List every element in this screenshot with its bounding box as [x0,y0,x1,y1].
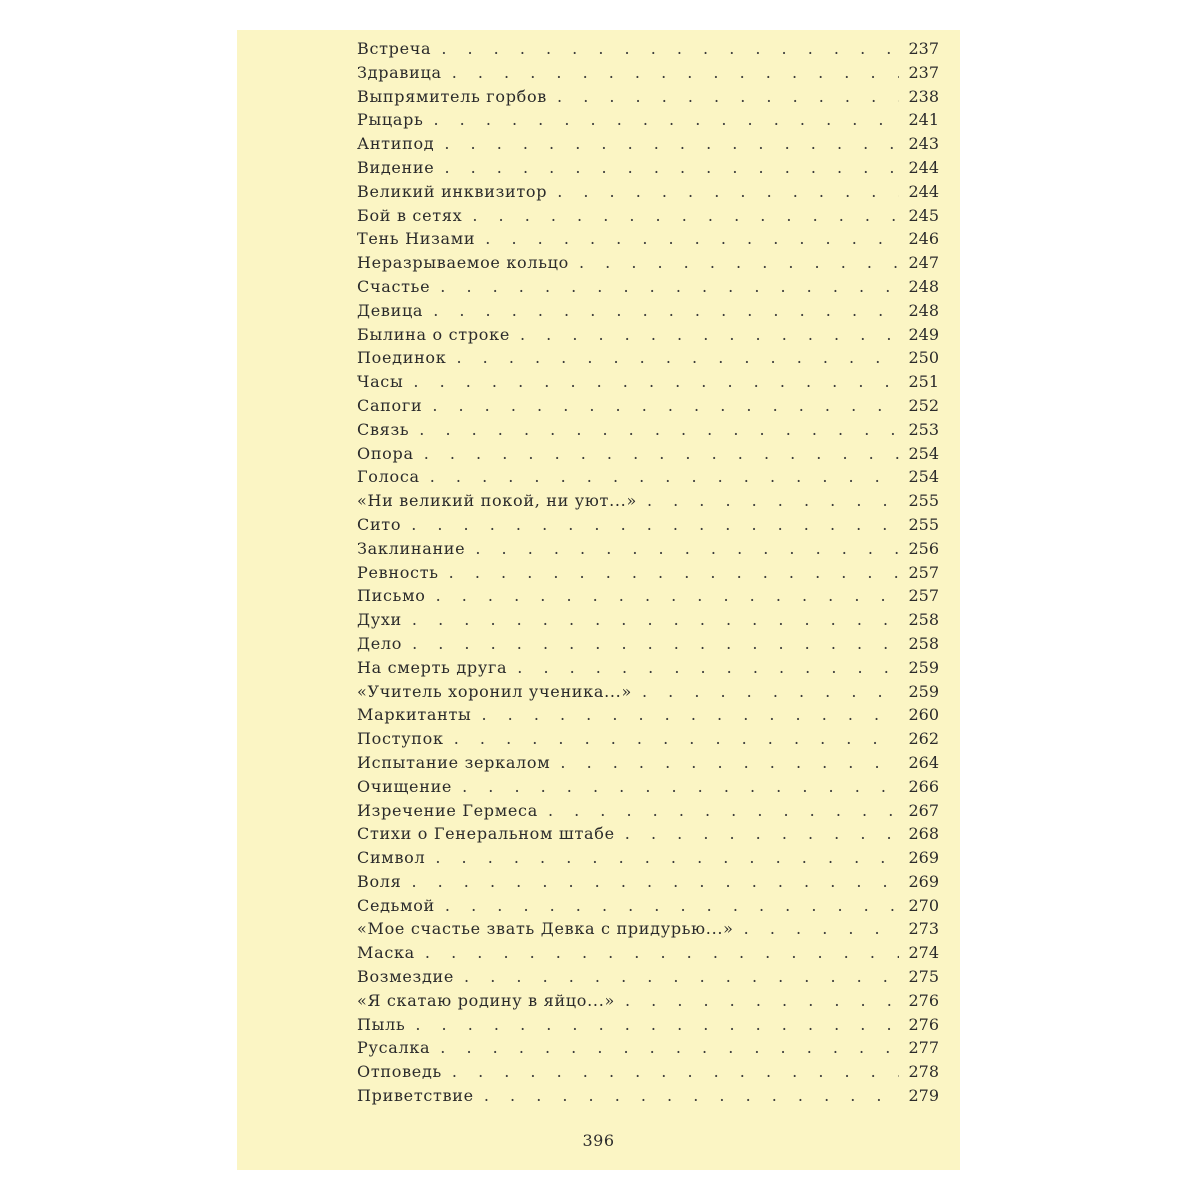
dot-leader [452,63,899,82]
entry-title: Возмездие [357,967,455,987]
entry-page-number: 250 [908,348,939,368]
toc-entry [357,372,939,396]
dot-leader [432,396,899,415]
toc-entry [357,444,939,468]
entry-page-number: 241 [908,110,939,130]
toc-entry [357,1086,939,1110]
entry-title: Дело [357,633,403,653]
toc-entry [357,539,939,563]
entry-page-number: 248 [908,300,939,320]
table-of-contents [357,39,939,1110]
toc-entry [357,87,939,111]
entry-title: «Ни великий покой, ни уют...» [357,491,637,511]
dot-leader [445,896,899,915]
entry-page-number: 237 [908,62,939,82]
entry-page-number: 248 [908,276,939,296]
entry-title: На смерть друга [357,657,508,677]
dot-leader [452,1062,899,1081]
entry-title: Счастье [357,276,431,296]
entry-page-number: 267 [908,800,939,820]
entry-page-number: 256 [908,538,939,558]
entry-page-number: 244 [908,157,939,177]
toc-entry [357,396,939,420]
entry-title: Сито [357,514,402,534]
toc-entry [357,1015,939,1039]
entry-page-number: 244 [908,181,939,201]
entry-title: Антипод [357,134,435,154]
dot-leader [449,563,899,582]
entry-title: «Я скатаю родину в яйцо...» [357,990,615,1010]
entry-title: Былина о строке [357,324,510,344]
dot-leader [560,753,899,772]
entry-title: Рыцарь [357,110,424,130]
entry-page-number: 262 [908,729,939,749]
toc-entry [357,206,939,230]
toc-entry [357,491,939,515]
dot-leader [440,277,899,296]
dot-leader [413,372,899,391]
dot-leader [642,682,899,701]
entry-page-number: 276 [908,990,939,1010]
entry-page-number: 269 [908,848,939,868]
toc-entry [357,634,939,658]
dot-leader [647,491,899,510]
toc-entry [357,63,939,87]
entry-title: Опора [357,443,414,463]
dot-leader [412,634,899,653]
entry-page-number: 243 [908,134,939,154]
toc-entry [357,753,939,777]
dot-leader [440,1038,899,1057]
entry-page-number: 279 [908,1086,939,1106]
dot-leader [444,134,899,153]
entry-page-number: 257 [908,586,939,606]
entry-title: «Мое счастье звать Девка с придурью...» [357,919,734,939]
entry-title: Стихи о Генеральном штабе [357,824,615,844]
toc-entry [357,348,939,372]
entry-page-number: 259 [908,681,939,701]
dot-leader [520,325,899,344]
entry-page-number: 268 [908,824,939,844]
entry-page-number: 252 [908,395,939,415]
toc-entry [357,467,939,491]
entry-page-number: 274 [908,943,939,963]
book-page [237,30,960,1170]
page-number: 396 [582,1131,615,1150]
dot-leader [472,206,899,225]
toc-entry [357,586,939,610]
dot-leader [444,158,899,177]
toc-entry [357,824,939,848]
toc-entry [357,682,939,706]
entry-title: Поступок [357,729,444,749]
entry-page-number: 264 [908,752,939,772]
toc-entry [357,896,939,920]
entry-page-number: 275 [908,967,939,987]
dot-leader [424,444,899,463]
entry-page-number: 273 [908,919,939,939]
entry-page-number: 254 [908,443,939,463]
toc-entry [357,777,939,801]
toc-entry [357,325,939,349]
dot-leader [517,658,899,677]
dot-leader [436,586,899,605]
dot-leader [454,729,899,748]
entry-page-number: 238 [908,86,939,106]
dot-leader [557,87,899,106]
entry-title: Связь [357,419,410,439]
entry-title: «Учитель хоронил ученика...» [357,681,632,701]
entry-title: Воля [357,871,402,891]
entry-page-number: 258 [908,610,939,630]
entry-title: Отповедь [357,1062,442,1082]
toc-entry [357,919,939,943]
entry-title: Бой в сетях [357,205,463,225]
toc-entry [357,872,939,896]
entry-page-number: 257 [908,562,939,582]
entry-title: Изречение Гермеса [357,800,538,820]
dot-leader [441,39,899,58]
entry-title: Выпрямитель горбов [357,86,548,106]
entry-title: Поединок [357,348,447,368]
entry-page-number: 245 [908,205,939,225]
entry-title: Встреча [357,39,432,58]
dot-leader [625,991,899,1010]
entry-title: Великий инквизитор [357,181,548,201]
entry-title: Письмо [357,586,426,606]
entry-page-number: 246 [908,229,939,249]
dot-leader [411,872,899,891]
toc-entry [357,563,939,587]
toc-entry [357,1062,939,1086]
entry-page-number: 249 [908,324,939,344]
dot-leader [464,967,899,986]
dot-leader [415,1015,899,1034]
dot-leader [462,777,899,796]
entry-page-number: 278 [908,1062,939,1082]
entry-title: Видение [357,157,435,177]
entry-title: Духи [357,610,402,630]
toc-entry [357,848,939,872]
entry-title: Испытание зеркалом [357,752,551,772]
dot-leader [411,515,899,534]
toc-entry [357,801,939,825]
toc-entry [357,158,939,182]
toc-entry [357,515,939,539]
toc-entry [357,729,939,753]
entry-title: Седьмой [357,895,435,915]
entry-page-number: 255 [908,491,939,511]
entry-title: Приветствие [357,1086,474,1106]
entry-page-number: 237 [908,39,939,58]
entry-page-number: 254 [908,467,939,487]
entry-title: Заклинание [357,538,466,558]
toc-entry [357,182,939,206]
dot-leader [625,824,899,843]
toc-entry [357,277,939,301]
toc-entry [357,658,939,682]
dot-leader [744,919,899,938]
entry-page-number: 255 [908,514,939,534]
dot-leader [425,943,899,962]
entry-title: Ревность [357,562,439,582]
entry-page-number: 276 [908,1014,939,1034]
toc-entry [357,110,939,134]
dot-leader [435,848,899,867]
entry-page-number: 258 [908,633,939,653]
entry-title: Маска [357,943,415,963]
toc-entry [357,705,939,729]
entry-page-number: 253 [908,419,939,439]
entry-title: Часы [357,372,404,392]
dot-leader [548,801,899,820]
toc-entry [357,39,939,63]
dot-leader [481,705,899,724]
entry-page-number: 266 [908,776,939,796]
dot-leader [419,420,899,439]
entry-page-number: 251 [908,372,939,392]
toc-entry [357,1038,939,1062]
toc-entry [357,229,939,253]
entry-title: Русалка [357,1038,431,1058]
toc-entry [357,301,939,325]
dot-leader [557,182,899,201]
entry-page-number: 259 [908,657,939,677]
entry-title: Девица [357,300,424,320]
entry-title: Маркитанты [357,705,472,725]
toc-entry [357,253,939,277]
dot-leader [579,253,899,272]
entry-title: Пыль [357,1014,406,1034]
dot-leader [433,110,899,129]
dot-leader [485,229,899,248]
dot-leader [456,348,899,367]
entry-title: Символ [357,848,426,868]
dot-leader [475,539,899,558]
entry-title: Неразрываемое кольцо [357,253,569,273]
entry-title: Здравица [357,62,442,82]
entry-title: Очищение [357,776,453,796]
entry-page-number: 269 [908,871,939,891]
entry-title: Тень Низами [357,229,476,249]
dot-leader [430,467,899,486]
toc-entry [357,943,939,967]
entry-page-number: 247 [908,253,939,273]
entry-title: Сапоги [357,395,423,415]
entry-page-number: 260 [908,705,939,725]
entry-page-number: 270 [908,895,939,915]
toc-entry [357,991,939,1015]
entry-page-number: 277 [908,1038,939,1058]
dot-leader [484,1086,899,1105]
toc-entry [357,610,939,634]
dot-leader [433,301,899,320]
dot-leader [412,610,899,629]
toc-entry [357,134,939,158]
toc-entry [357,420,939,444]
entry-title: Голоса [357,467,420,487]
toc-entry [357,967,939,991]
